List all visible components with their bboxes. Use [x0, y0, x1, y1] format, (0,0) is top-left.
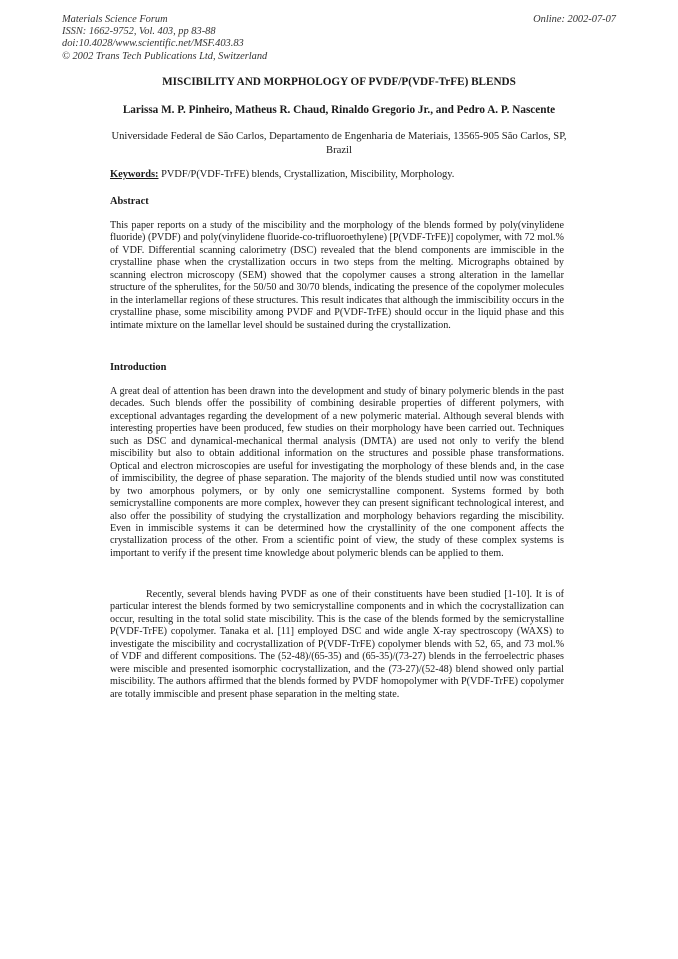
keywords-text: PVDF/P(VDF-TrFE) blends, Crystallization, Miscibility, Morphology. [158, 169, 455, 180]
paper-title: MISCIBILITY AND MORPHOLOGY OF PVDF/P(VDF-TrFE) BLENDS [162, 76, 516, 88]
online-date: Online: 2002-07-07 [533, 14, 616, 25]
abstract-heading: Abstract [110, 196, 149, 207]
introduction-heading: Introduction [110, 362, 167, 373]
journal-header [62, 14, 267, 63]
copyright-line: © 2002 Trans Tech Publications Ltd, Switzerland [62, 50, 268, 62]
journal-name: Materials Science Forum [62, 14, 168, 25]
introduction-paragraph-1: A great deal of attention has been drawn into the development and study of binary polymeric blends in the past decades. Such blends offer the possibility of combining desirable properties of different polymers, with exceptional advantages regarding the development of a new polymeric material. Although several blends with interesting properties have been produced, few studies on their morphology have been carried out. Techniques such as DSC and dynamical-mechanical thermal analysis (DMTA) are used not only to verify the blend miscibility but also to obtain additional information on the structures and possible phase transformations. Optical and electron microscopies are useful for investigating the morphology of these blends and, in the case of immiscibility, the degree of phase separation. The majority of the blends studied until now was constituted by two amorphous polymers, or by only one semicrystalline component. Systems formed by both semicrystalline components are more complex, however they can present significant technological interest, and also offer the possibility of studying the crystallization and morphology behaviors regarding the miscibility. Even in immiscible systems it can be determined how the crystallinity of the one component affects the crystallization process of the other. From a scientific point of view, the study of these complex systems is important to verify if the present time knowledge about polymeric blends can be applied to them. [110, 386, 564, 559]
keywords-label: Keywords: [110, 169, 159, 180]
affiliation: Universidade Federal de São Carlos, Departamento de Engenharia de Materiais, 13565-905 São Carlos, SP, Brazil [111, 131, 567, 156]
abstract-text: This paper reports on a study of the miscibility and the morphology of the blends formed by poly(vinylidene fluoride) (PVDF) and poly(vinylidene fluoride-co-trifluoroethylene) [P(VDF-TrFE)] copolymer, with 72 mol.% of VDF. Differential scanning calorimetry (DSC) revealed that the blend components are immiscible in the crystalline phase when the crystallization occurs in two steps from the melting. Micrographs obtained by scanning electron microscopy (SEM) showed that the copolymer causes a strong alteration in the lamellar structure of the spherulites, for the 50/50 and 30/70 blends, indicating the presence of the copolymer molecules in the interlamellar regions of these structures. This result indicates that although the immiscibility occurs in the crystalline phase, some miscibility among PVDF and P(VDF-TrFE) should occur in the liquid phase and this intimate mixture on the lamellar level should be sustained during the crystallization. [110, 220, 564, 331]
issn-line: ISSN: 1662-9752, Vol. 403, pp 83-88 [62, 26, 216, 38]
keywords-line [110, 169, 454, 180]
author-list: Larissa M. P. Pinheiro, Matheus R. Chaud, Rinaldo Gregorio Jr., and Pedro A. P. Nascente [122, 104, 556, 116]
introduction-paragraph-2: Recently, several blends having PVDF as one of their constituents have been studied [1-10]. It is of particular interest the blends formed by two semicrystalline components and in which the cocrystallization can occur, resulting in the total solid state miscibility. This is the case of the blends formed by the semicrystalline P(VDF-TrFE) copolymer. Tanaka et al. [11] employed DSC and wide angle X-ray spectroscopy (WAXS) to investigate the miscibility and cocrystallization of P(VDF-TrFE) copolymer blends with 52, 65, and 73 mol.% of VDF and different compositions. The (52-48)/(65-35) and (65-35)/(73-27) blends in the ferroelectric phases were miscible and presented isomorphic cocrystallization, and the (73-27)/(52-48) blend showed only partial miscibility. The authors affirmed that the blends formed by PVDF homopolymer with P(VDF-TrFE) copolymer are totally immiscible and present phase separation in the melting state. [110, 589, 564, 700]
doi-line: doi:10.4028/www.scientific.net/MSF.403.83 [62, 38, 244, 50]
